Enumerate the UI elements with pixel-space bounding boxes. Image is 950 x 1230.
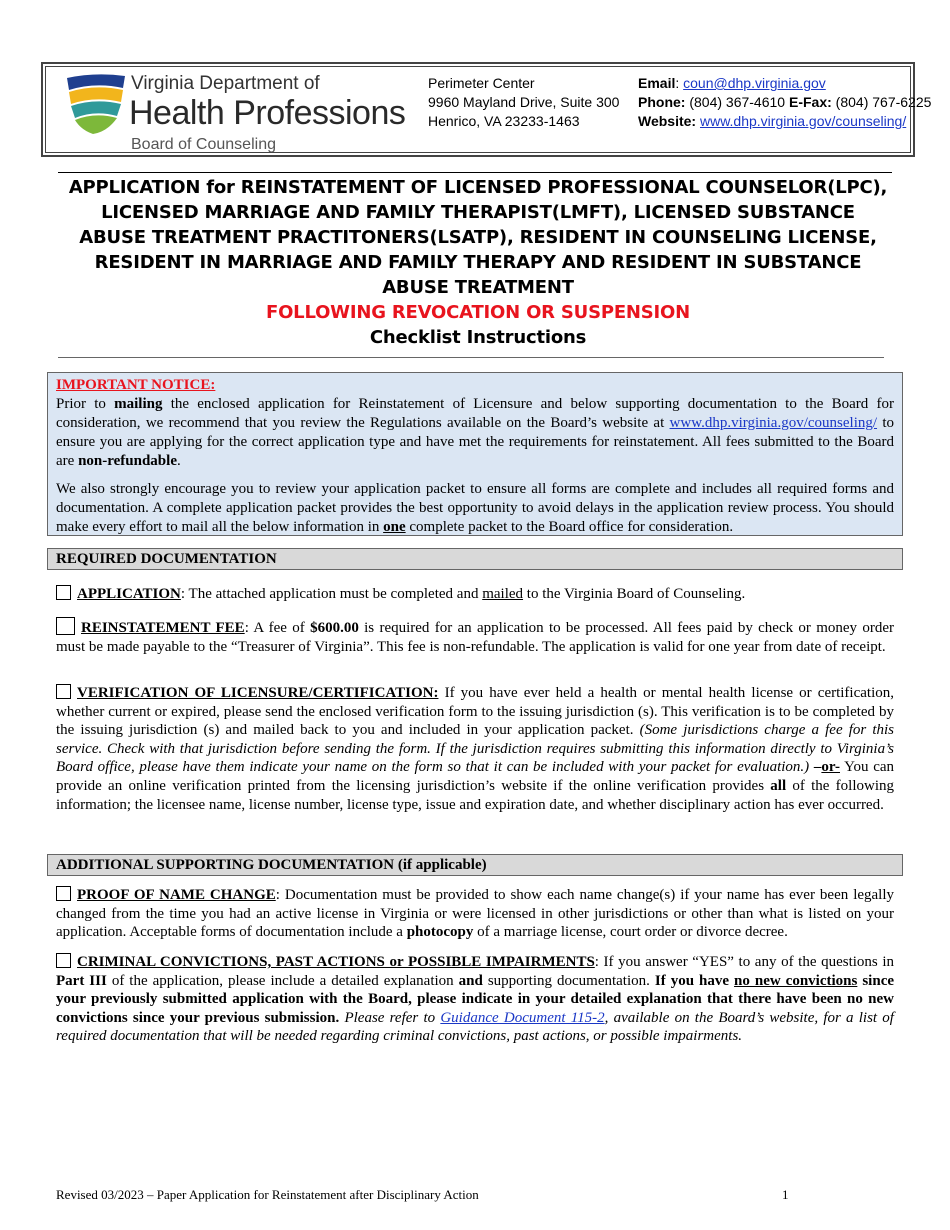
page-number: 1	[782, 1187, 789, 1202]
verification-label: VERIFICATION OF LICENSURE/CERTIFICATION:	[77, 685, 439, 701]
address-block	[428, 74, 619, 131]
title-line: LICENSED MARRIAGE AND FAMILY THERAPIST(LMFT), LICENSED SUBSTANCE	[101, 202, 855, 223]
efax-label: E-Fax:	[788, 94, 832, 110]
agency-line1: Virginia Department of	[131, 73, 320, 94]
email-label: Email	[638, 75, 676, 91]
title-line: ABUSE TREATMENT PRACTITONERS(LSATP), RESIDENT IN COUNSELING LICENSE,	[79, 227, 877, 248]
page-title	[48, 175, 908, 350]
fee-item: REINSTATEMENT FEE: A fee of $600.00 is required for an application to be processed. All fees paid by check or money order must be made payable to the “Treasurer of Virginia”. This fee is non-refundable. The application is valid for one year from date of receipt.	[56, 617, 894, 656]
verification-checkbox[interactable]	[56, 684, 71, 699]
letterhead	[41, 62, 932, 157]
name-change-checkbox[interactable]	[56, 886, 71, 901]
title-line: RESIDENT IN MARRIAGE AND FAMILY THERAPY AND RESIDENT IN SUBSTANCE	[94, 252, 862, 273]
title-subtitle: Checklist Instructions	[369, 327, 587, 348]
footer-revision: Revised 03/2023 – Paper Application for Reinstatement after Disciplinary Action	[56, 1187, 479, 1202]
application-item: APPLICATION: The attached application must be completed and mailed to the Virginia Board of Counseling.	[56, 585, 894, 604]
notice-heading: IMPORTANT NOTICE:	[56, 377, 216, 393]
address-line: 9960 Mayland Drive, Suite 300	[428, 94, 620, 110]
notice-paragraph-1: Prior to mailing the enclosed application for Reinstatement of Licensure and below supporting documentation to the Board for consideration, we recommend that you review the Regulations available on the Board’s website at www.dhp.virginia.gov/counseling/ to ensure you are applying for the correct application type and have met the requirements for reinstatement. All fees submitted to the Board are non-refundable.	[56, 396, 894, 469]
website-label: Website:	[638, 113, 697, 129]
name-change-item: PROOF OF NAME CHANGE: Documentation must be provided to show each name change(s) if your name has ever been legally changed from the time you had an active license in Virginia or were licensed in other jurisdictions or other than what is listed on your application. Acceptable forms of documentation include a photocopy of a marriage license, court order or divorce decree.	[56, 887, 895, 941]
fee-label: REINSTATEMENT FEE	[81, 620, 245, 636]
criminal-label: CRIMINAL CONVICTIONS, PAST ACTIONS or POSSIBLE IMPAIRMENTS	[77, 954, 595, 970]
verification-item: VERIFICATION OF LICENSURE/CERTIFICATION: If you have ever held a health or mental health license or certification, whether current or expired, please send the enclosed verification form to the issuing jurisdiction (s). This verification is to be completed by the issuing jurisdiction (s) and mailed back to you and included in your application packet. (Some jurisdictions charge a fee for this service. Check with that jurisdiction before sending the form. If the jurisdiction requires submitting this information directly to Virginia’s Board office, please have them indicate your name on the form so that it can be included with your packet for evaluation.) –or- You can provide an online verification printed from the licensing jurisdiction’s website if the online verification provides all of the following information; the licensee name, license number, license type, issue and expiration date, and whether disciplinary action has ever occurred.	[56, 685, 895, 813]
dhp-logo-icon	[63, 72, 127, 136]
criminal-item: CRIMINAL CONVICTIONS, PAST ACTIONS or POSSIBLE IMPAIRMENTS: If you answer “YES” to any of the questions in Part III of the application, please include a detailed explanation and supporting documentation. If you have no new convictions since your previously submitted application with the Board, please indicate in your detailed explanation that there have been no new convictions since your previous submission. Please refer to Guidance Document 115-2, available on the Board’s website, for a list of required documentation that will be needed regarding criminal convictions, past actions, or possible impairments.	[56, 954, 895, 1045]
notice-paragraph-2: We also strongly encourage you to review your application packet to ensure all forms are complete and includes all required forms and documentation. A complete application packet provides the best opportunity to avoid delays in the application review process. You should make every effort to mail all the below information in one complete packet to the Board office for consideration.	[56, 481, 894, 535]
phone-number: (804) 367-4610	[689, 94, 786, 110]
application-label: APPLICATION	[77, 586, 181, 602]
fee-checkbox[interactable]	[56, 617, 75, 635]
dhp-logo	[63, 70, 408, 154]
address-line: Perimeter Center	[428, 75, 535, 91]
name-change-label: PROOF OF NAME CHANGE	[77, 887, 276, 903]
regulations-link[interactable]: www.dhp.virginia.gov/counseling/	[669, 415, 878, 431]
criminal-checkbox[interactable]	[56, 953, 71, 968]
required-documentation-heading: REQUIRED DOCUMENTATION	[47, 548, 903, 570]
fee-amount: $600.00	[310, 620, 359, 636]
title-rule-bottom	[58, 357, 884, 358]
application-checkbox[interactable]	[56, 585, 71, 600]
additional-documentation-heading: ADDITIONAL SUPPORTING DOCUMENTATION (if applicable)	[47, 854, 903, 876]
board-name: Board of Counseling	[131, 136, 276, 153]
important-notice	[47, 372, 903, 536]
agency-line2: Health Professions	[129, 94, 406, 132]
guidance-document-link[interactable]: Guidance Document 115-2	[440, 1009, 605, 1026]
title-line: APPLICATION for REINSTATEMENT OF LICENSED PROFESSIONAL COUNSELOR(LPC),	[68, 177, 888, 198]
title-line: ABUSE TREATMENT	[382, 277, 574, 298]
phone-label: Phone:	[638, 94, 686, 110]
title-rule-top	[58, 172, 892, 173]
address-line: Henrico, VA 23233-1463	[428, 113, 580, 129]
email-link[interactable]: coun@dhp.virginia.gov	[683, 75, 826, 91]
efax-number: (804) 767-6225	[835, 94, 932, 110]
title-red-line: FOLLOWING REVOCATION OR SUSPENSION	[265, 302, 691, 323]
website-link[interactable]: www.dhp.virginia.gov/counseling/	[699, 113, 907, 129]
contact-block: Email: coun@dhp.virginia.gov Phone: (804) 367-4610 E-Fax: (804) 767-6225 Website: www.dhp.virginia.gov/counseling/	[638, 75, 932, 129]
